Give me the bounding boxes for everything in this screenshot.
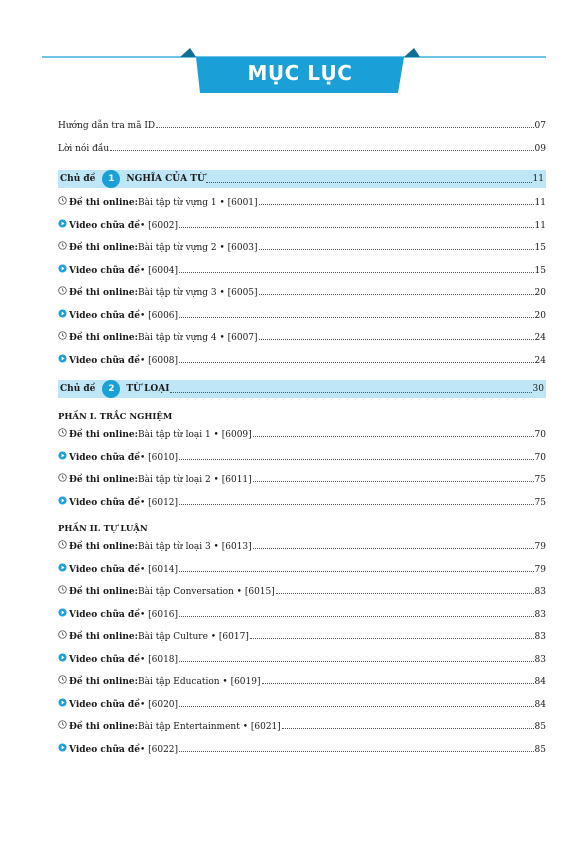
toc-video-entry[interactable] [58,354,546,377]
section-heading: PHẦN I. TRẮC NGHIỆM [58,412,173,422]
page-number: 15 [534,265,546,276]
entry-bold-label: Video chữa đề [69,609,140,620]
toc-test-entry[interactable] [58,585,546,608]
entry-title: Bài tập từ loại 1 • [6009] [137,430,252,440]
dot-leader [156,127,533,128]
page-number: 11 [534,198,546,208]
toc-test-entry[interactable] [58,473,546,496]
toc-video-entry[interactable] [58,264,546,287]
chapter-name: TỪ LOẠI [126,384,170,394]
clock-icon [58,675,67,687]
page-number: 24 [534,355,546,366]
entry-title: • [6014] [139,564,179,575]
entry-bold-label: Video chữa đề [69,654,140,665]
entry-bold-label: Video chữa đề [69,265,140,276]
dot-leader [276,593,534,594]
dot-leader [259,339,534,340]
entry-title: Lời nói đầu [58,143,110,154]
entry-title: Bài tập từ vựng 3 • [6005] [137,288,258,298]
clock-icon [58,540,67,552]
entry-title: • [6004] [139,265,179,276]
dot-leader [259,294,534,295]
dot-leader [179,616,533,617]
clock-icon [58,196,67,208]
chapter-heading[interactable] [58,170,546,188]
entry-title: Bài tập từ loại 2 • [6011] [137,475,252,485]
dot-leader [253,548,534,549]
dot-leader [259,204,534,205]
play-circle-icon [58,451,67,463]
page-number: 07 [534,121,546,131]
entry-bold-label: Đề thi online: [69,587,138,597]
entry-title: • [6006] [139,310,179,321]
entry-bold-label: Video chữa đề [69,497,140,508]
entry-title: Bài tập Culture • [6017] [137,632,249,642]
toc-test-entry[interactable] [58,675,546,698]
play-circle-icon [58,743,67,755]
entry-title: Bài tập Conversation • [6015] [137,587,275,597]
entry-bold-label: Video chữa đề [69,452,140,463]
entry-title: Bài tập từ vựng 2 • [6003] [137,243,258,253]
chapter-label: Chủ đề [60,174,96,184]
header-banner [0,0,581,110]
entry-title: • [6010] [139,452,179,463]
toc-video-entry[interactable] [58,698,546,721]
dot-leader [262,683,534,684]
toc-video-entry[interactable] [58,563,546,586]
entry-title: • [6020] [139,699,179,710]
chapter-heading[interactable] [58,380,546,398]
entry-title: • [6008] [139,355,179,366]
page-number: 84 [534,677,546,687]
toc-video-entry[interactable] [58,219,546,242]
chapter-number-badge: 1 [102,170,120,188]
page-number: 83 [534,609,546,620]
table-of-contents [58,121,546,765]
toc-video-entry[interactable] [58,496,546,519]
page-number: 83 [534,587,546,597]
page-number: 20 [534,288,546,298]
page-number: 85 [534,722,546,732]
entry-bold-label: Đề thi online: [69,198,138,208]
page-number: 70 [534,452,546,463]
page-number: 09 [534,143,546,154]
page-number: 30 [532,384,544,394]
clock-icon [58,331,67,343]
play-circle-icon [58,219,67,231]
page-title: MỤC LỤC [247,61,353,85]
page-number: 79 [534,542,546,552]
chapter-label: Chủ đề [60,384,96,394]
entry-bold-label: Đề thi online: [69,430,138,440]
entry-bold-label: Video chữa đề [69,355,140,366]
entry-bold-label: Đề thi online: [69,542,138,552]
entry-bold-label: Đề thi online: [69,677,138,687]
entry-bold-label: Đề thi online: [69,722,138,732]
play-circle-icon [58,608,67,620]
dot-leader [250,638,534,639]
dot-leader [179,317,533,318]
toc-video-entry[interactable] [58,451,546,474]
dot-leader [253,481,534,482]
clock-icon [58,720,67,732]
dot-leader [179,706,533,707]
page-number: 85 [534,744,546,755]
dot-leader [170,392,531,393]
dot-leader [179,751,533,752]
dot-leader [179,227,533,228]
entry-bold-label: Đề thi online: [69,243,138,253]
play-circle-icon [58,698,67,710]
clock-icon [58,286,67,298]
toc-video-entry[interactable] [58,608,546,631]
toc-test-entry[interactable] [58,196,546,219]
clock-icon [58,241,67,253]
play-circle-icon [58,309,67,321]
clock-icon [58,473,67,485]
chapter-number-badge: 2 [102,380,120,398]
toc-test-entry[interactable] [58,630,546,653]
entry-title: • [6018] [139,654,179,665]
dot-leader [179,571,533,572]
entry-bold-label: Video chữa đề [69,744,140,755]
toc-video-entry[interactable] [58,309,546,332]
dot-leader [110,150,533,151]
dot-leader [259,249,534,250]
play-circle-icon [58,264,67,276]
play-circle-icon [58,496,67,508]
page-number: 79 [534,564,546,575]
clock-icon [58,428,67,440]
entry-title: Bài tập từ loại 3 • [6013] [137,542,252,552]
page-number: 83 [534,632,546,642]
dot-leader [179,504,533,505]
toc-test-entry[interactable] [58,331,546,354]
toc-video-entry[interactable] [58,743,546,766]
page-number: 20 [534,310,546,321]
dot-leader [179,661,533,662]
page-number: 11 [532,174,544,184]
toc-test-entry[interactable] [58,540,546,563]
entry-title: • [6016] [139,609,179,620]
entry-title: Bài tập từ vựng 1 • [6001] [137,198,258,208]
dot-leader [179,362,533,363]
toc-intro-entry[interactable] [58,144,546,167]
entry-title: • [6002] [139,220,179,231]
entry-bold-label: Đề thi online: [69,475,138,485]
clock-icon [58,630,67,642]
entry-bold-label: Đề thi online: [69,333,138,343]
toc-test-entry[interactable] [58,720,546,743]
page-number: 24 [534,333,546,343]
toc-test-entry[interactable] [58,241,546,264]
entry-title: Bài tập từ vựng 4 • [6007] [137,333,258,343]
dot-leader [179,459,533,460]
clock-icon [58,585,67,597]
banner-ribbon [0,0,581,110]
entry-bold-label: Đề thi online: [69,288,138,298]
play-circle-icon [58,653,67,665]
play-circle-icon [58,354,67,366]
dot-leader [206,182,532,183]
entry-bold-label: Đề thi online: [69,632,138,642]
entry-title: Hướng dẫn tra mã ID [58,121,156,131]
entry-bold-label: Video chữa đề [69,310,140,321]
page-number: 84 [534,699,546,710]
entry-bold-label: Video chữa đề [69,220,140,231]
toc-test-entry[interactable] [58,428,546,451]
dot-leader [253,436,534,437]
entry-title: • [6022] [139,744,179,755]
page-number: 15 [534,243,546,253]
entry-bold-label: Video chữa đề [69,564,140,575]
toc-intro-entry[interactable] [58,121,546,144]
entry-title: Bài tập Education • [6019] [137,677,261,687]
page-number: 75 [534,497,546,508]
page-number: 83 [534,654,546,665]
entry-title: • [6012] [139,497,179,508]
page-number: 11 [534,220,546,231]
dot-leader [282,728,534,729]
chapter-name: NGHĨA CỦA TỪ [126,174,205,184]
toc-test-entry[interactable] [58,286,546,309]
entry-title: Bài tập Entertainment • [6021] [137,722,281,732]
toc-video-entry[interactable] [58,653,546,676]
page-number: 70 [534,430,546,440]
dot-leader [179,272,533,273]
section-heading: PHẦN II. TỰ LUẬN [58,524,148,534]
entry-bold-label: Video chữa đề [69,699,140,710]
play-circle-icon [58,563,67,575]
page-number: 75 [534,475,546,485]
